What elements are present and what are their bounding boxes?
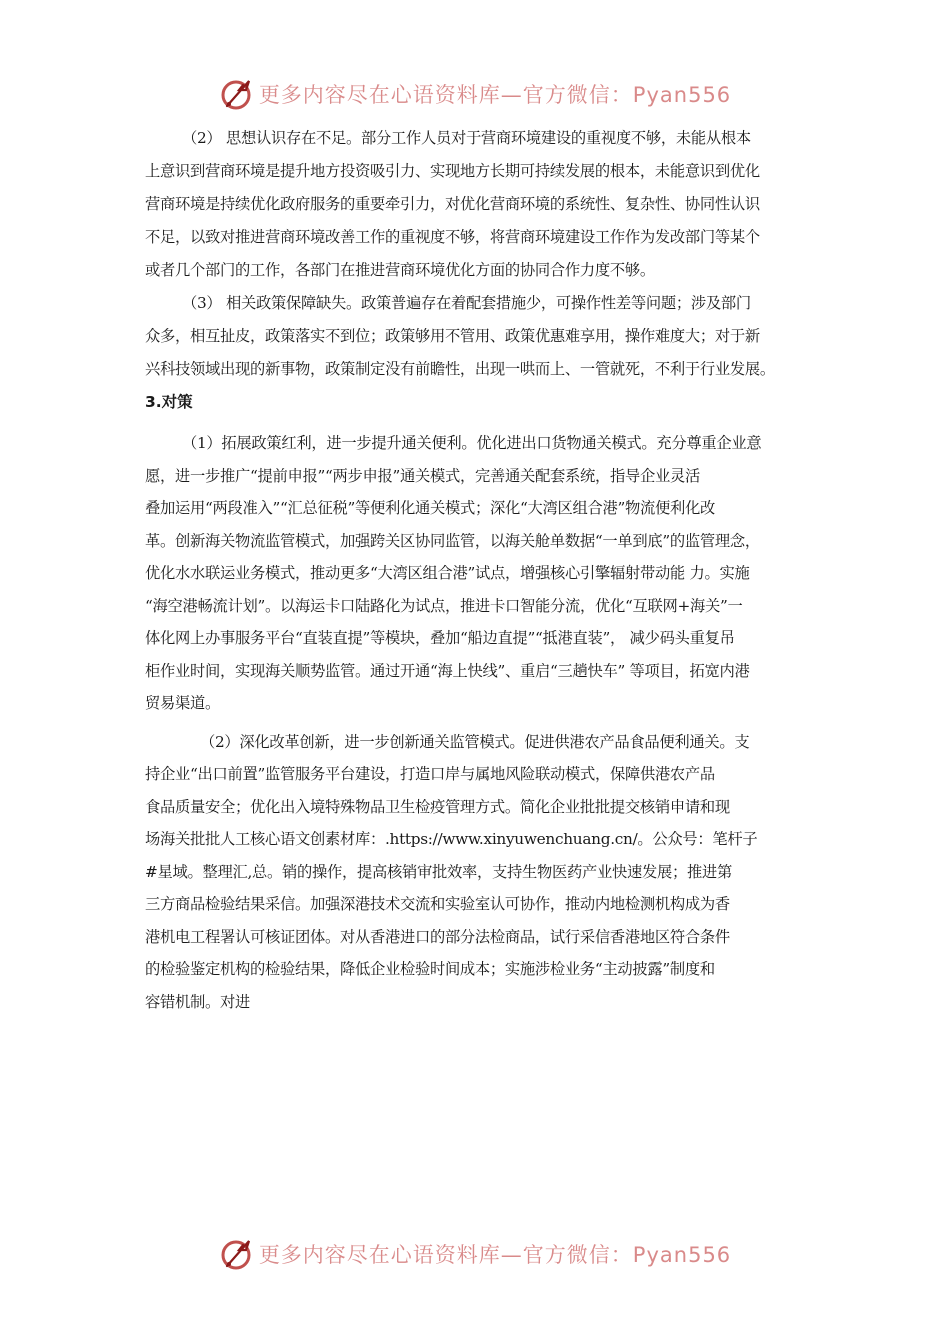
text-line: （2）深化改革创新，进一步创新通关监管模式。促进供港农产品食品便利通关。支 [200, 732, 750, 751]
text-line: 港机电工程署认可核证团体。对从香港进口的部分法检商品，试行采信香港地区符合条件 [145, 927, 730, 946]
footer-banner [0, 1234, 950, 1274]
section-heading: 3.对策 [145, 393, 193, 411]
text-line: 的检验鉴定机构的检验结果，降低企业检验时间成本；实施涉检业务“主动披露”制度和 [145, 960, 715, 978]
header-banner [0, 74, 950, 114]
text-line: （2） 思想认识存在不足。部分工作人员对于营商环境建设的重视度不够，未能从根本 [182, 129, 751, 147]
text-line: 体化网上办事服务平台“直装直提”等模块，叠加“船边直提”“抵港直装”， 减少码头重复吊 [145, 629, 735, 647]
text-line: 三方商品检验结果采信。加强深港技术交流和实验室认可协作，推动内地检测机构成为香 [145, 895, 730, 913]
text-line: （1）拓展政策红利，进一步提升通关便利。优化进出口货物通关模式。充分尊重企业意 [182, 434, 762, 452]
text-line: 食品质量安全；优化出入境特殊物品卫生检疫管理方式。简化企业批批提交核销申请和现 [145, 797, 730, 816]
text-line: 众多，相互扯皮，政策落实不到位；政策够用不管用、政策优惠难享用，操作难度大；对于新 [145, 327, 760, 345]
text-line-with-url: 场海关批批人工核心语文创素材库：.https://www.xinyuwenchuang.cn/。公众号：笔杆子 [145, 830, 758, 848]
paragraph-countermeasure-2 [145, 726, 809, 1019]
text-line: 不足，以致对推进营商环境改善工作的重视度不够，将营商环境建设工作作为发改部门等某个 [145, 228, 760, 246]
text-line: 持企业“出口前置”监管服务平台建设，打造口岸与属地风险联动模式，保障供港农产品 [145, 765, 715, 783]
text-line: 或者几个部门的工作，各部门在推进营商环境优化方面的协同合作力度不够。 [145, 261, 655, 279]
text-line: 贸易渠道。 [145, 694, 220, 712]
text-line: 优化水水联运业务模式，推动更多“大湾区组合港”试点，增强核心引擎辐射带动能 力。实施 [145, 564, 750, 582]
text-line: 叠加运用“两段准入”“汇总征税”等便利化通关模式；深化“大湾区组合港”物流便利化改 [145, 499, 716, 517]
text-line: #星域。整理汇,总。销的操作，提高核销审批效率，支持生物医药产业快速发展；推进第 [145, 862, 732, 881]
text-line: 上意识到营商环境是提升地方投资吸引力、实现地方长期可持续发展的根本，未能意识到优化 [145, 162, 760, 180]
text-line: 革。创新海关物流监管模式，加强跨关区协同监管，以海关舱单数据“一单到底”的监管理念， [145, 531, 760, 550]
banner-text: 更多内容尽在心语资料库—官方微信：Pyan556 [258, 83, 732, 107]
document-body [145, 122, 809, 1018]
paragraph-policy [145, 287, 809, 386]
paragraph-countermeasure-1 [145, 427, 809, 720]
text-line: 柜作业时间，实现海关顺势监管。通过开通“海上快线”、重启“三趟快车” 等项目，拓宽内港 [145, 661, 750, 680]
text-line: 愿，进一步推广“提前申报”“两步申报”通关模式，完善通关配套系统，指导企业灵活 [145, 466, 700, 485]
paragraph-thinking [145, 122, 809, 287]
text-line: （3） 相关政策保障缺失。政策普遍存在着配套措施少，可操作性差等问题；涉及部门 [182, 294, 751, 312]
quill-logo-icon [219, 1236, 255, 1272]
text-line: 容错机制。对进 [145, 992, 250, 1011]
text-line: 营商环境是持续优化政府服务的重要牵引力，对优化营商环境的系统性、复杂性、协同性认识 [145, 195, 760, 213]
text-line: 兴科技领域出现的新事物，政策制定没有前瞻性，出现一哄而上、一管就死，不利于行业发展。 [145, 360, 775, 378]
quill-logo-icon [219, 76, 255, 112]
banner-text: 更多内容尽在心语资料库—官方微信：Pyan556 [258, 1243, 732, 1267]
text-line: “海空港畅流计划”。以海运卡口陆路化为试点，推进卡口智能分流，优化“互联网+海关”一 [145, 596, 743, 615]
countermeasures [145, 427, 809, 1018]
